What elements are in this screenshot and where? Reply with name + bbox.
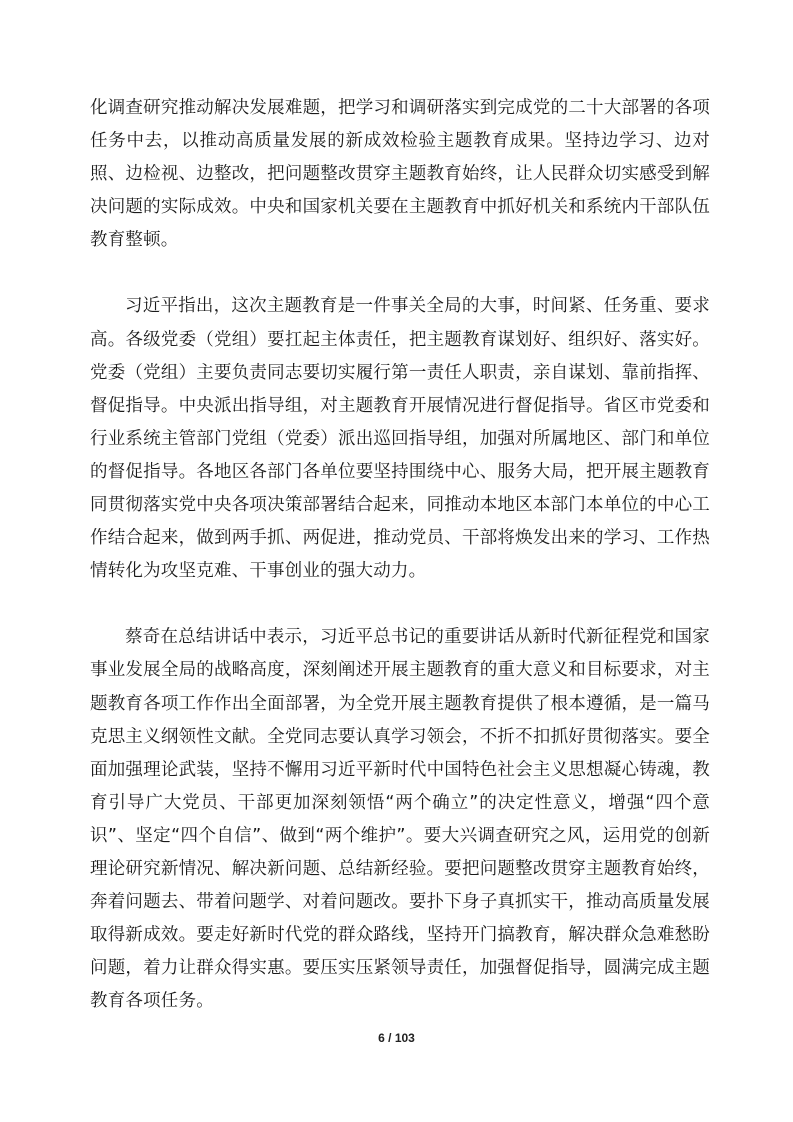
body-text [90, 92, 710, 1018]
paragraph-cai-qi-summary: 蔡奇在总结讲话中表示，习近平总书记的重要讲话从新时代新征程党和国家事业发展全局的战略高度，深刻阐述开展主题教育的重大意义和目标要求，对主题教育各项工作作出全面部署，为全党开展主题教育提供了根本遵循，是一篇马克思主义纲领性文献。全党同志要认真学习领会，不折不扣抓好贯彻落实。要全面加强理论武装，坚持不懈用习近平新时代中国特色社会主义思想凝心铸魂，教育引导广大党员、干部更加深刻领悟“两个确立”的决定性意义，增强“四个意识”、坚定“四个自信”、做到“两个维护”。要大兴调查研究之风，运用党的创新理论研究新情况、解决新问题、总结新经验。要把问题整改贯穿主题教育始终，奔着问题去、带着问题学、对着问题改。要扑下身子真抓实干，推动高质量发展取得新成效。要走好新时代党的群众路线，坚持开门搞教育，解决群众急难愁盼问题，着力让群众得实惠。要压实压紧领导责任，加强督促指导，圆满完成主题教育各项任务。 [90, 627, 710, 1012]
paragraph-spacer [90, 588, 710, 621]
paragraph-continuation: 化调查研究推动解决发展难题，把学习和调研落实到完成党的二十大部署的各项任务中去，以推动高质量发展的新成效检验主题教育成果。坚持边学习、边对照、边检视、边整改，把问题整改贯穿主题教育始终，让人民群众切实感受到解决问题的实际成效。中央和国家机关要在主题教育中抓好机关和系统内干部队伍教育整顿。 [90, 98, 710, 251]
paragraph-xi-remarks: 习近平指出，这次主题教育是一件事关全局的大事，时间紧、任务重、要求高。各级党委（党组）要扛起主体责任，把主题教育谋划好、组织好、落实好。党委（党组）主要负责同志要切实履行第一责任人职责，亲自谋划、靠前指挥、督促指导。中央派出指导组，对主题教育开展情况进行督促指导。省区市党委和行业系统主管部门党组（党委）派出巡回指导组，加强对所属地区、部门和单位的督促指导。各地区各部门各单位要坚持围绕中心、服务大局，把开展主题教育同贯彻落实党中央各项决策部署结合起来，同推动本地区本部门本单位的中心工作结合起来，做到两手抓、两促进，推动党员、干部将焕发出来的学习、工作热情转化为攻坚克难、干事创业的强大动力。 [90, 296, 710, 582]
paragraph-spacer [90, 257, 710, 290]
page-number: 6 / 103 [378, 1031, 415, 1045]
